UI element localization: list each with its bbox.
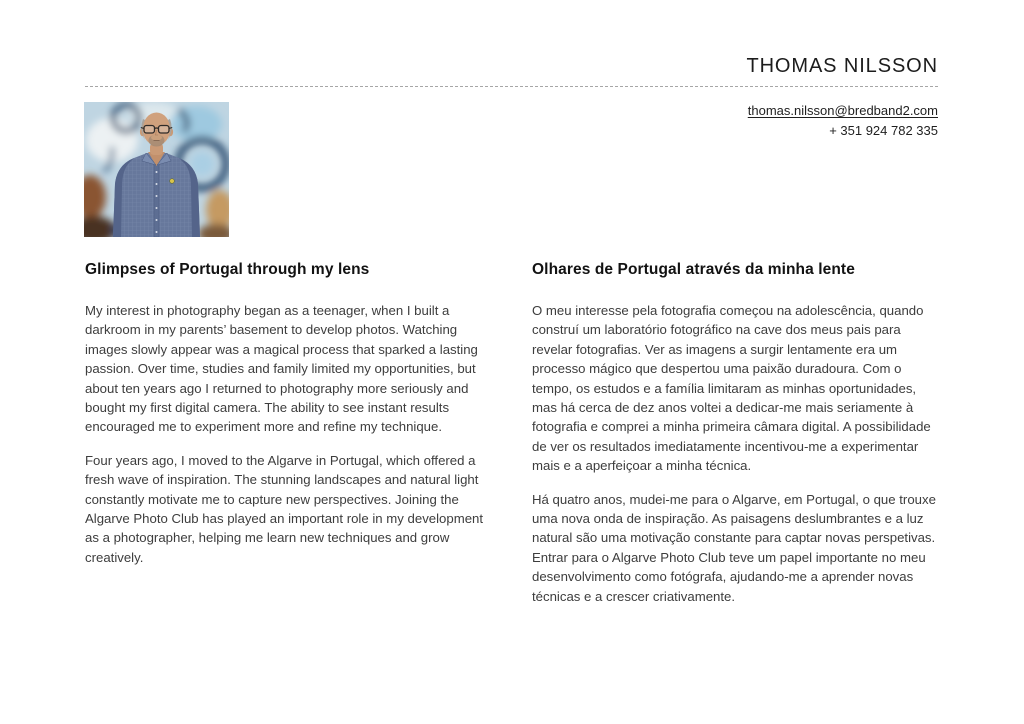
contact-block [748, 101, 938, 140]
section-english [85, 260, 491, 581]
portrait-photo-image [84, 102, 229, 237]
paragraph-portuguese-1: O meu interesse pela fotografia começou na adolescência, quando construí um laboratório fotográfico na cave dos meus pais para revelar fotografias. Ver as imagens a surgir lentamente era um processo mágico que despertou uma paixão duradoura. Com o tempo, os estudos e a família limitaram as minhas oportunidades, mas há cerca de dez anos voltei a dedicar-me mais seriamente à fotografia e comprei a minha primeira câmara digital. A possibilidade de ver os resultados imediatamente incentivou-me a experimentar mais e a aperfeiçoar a minha técnica. [532, 303, 931, 474]
section-heading-portuguese: Olhares de Portugal através da minha lente [532, 261, 855, 278]
phone-number: + 351 924 782 335 [829, 122, 938, 138]
section-portuguese [532, 260, 938, 620]
paragraph-english-2: Four years ago, I moved to the Algarve in Portugal, which offered a fresh wave of inspiration. The stunning landscapes and natural light constantly motivate me to capture new perspectives. Joining the Algarve Photo Club has played an important role in my development as a photographer, helping me learn new techniques and grow creatively. [85, 452, 484, 565]
dashed-divider [85, 86, 938, 87]
section-heading-english: Glimpses of Portugal through my lens [85, 261, 370, 278]
email-link[interactable]: thomas.nilsson@bredband2.com [747, 103, 938, 118]
page-title: THOMAS NILSSON [746, 55, 938, 77]
paragraph-english-1: My interest in photography began as a teenager, when I built a darkroom in my parents’ basement to develop photos. Watching images slowly appear was a magical process that sparked a lasting passion. Over time, studies and family limited my opportunities, but about ten years ago I returned to photography more seriously and bought my first digital camera. The ability to see instant results encouraged me to experiment more and refine my technique. [85, 303, 478, 435]
paragraph-portuguese-2: Há quatro anos, mudei-me para o Algarve, em Portugal, o que trouxe uma nova onda de inspiração. As paisagens deslumbrantes e a luz natural são uma motivação constante para captar novas perspetivas. Entrar para o Algarve Photo Club teve um papel importante no meu desenvolvimento como fotógrafa, ajudando-me a aprender novas técnicas e a crescer criativamente. [532, 491, 936, 604]
portrait-photo [84, 102, 229, 237]
